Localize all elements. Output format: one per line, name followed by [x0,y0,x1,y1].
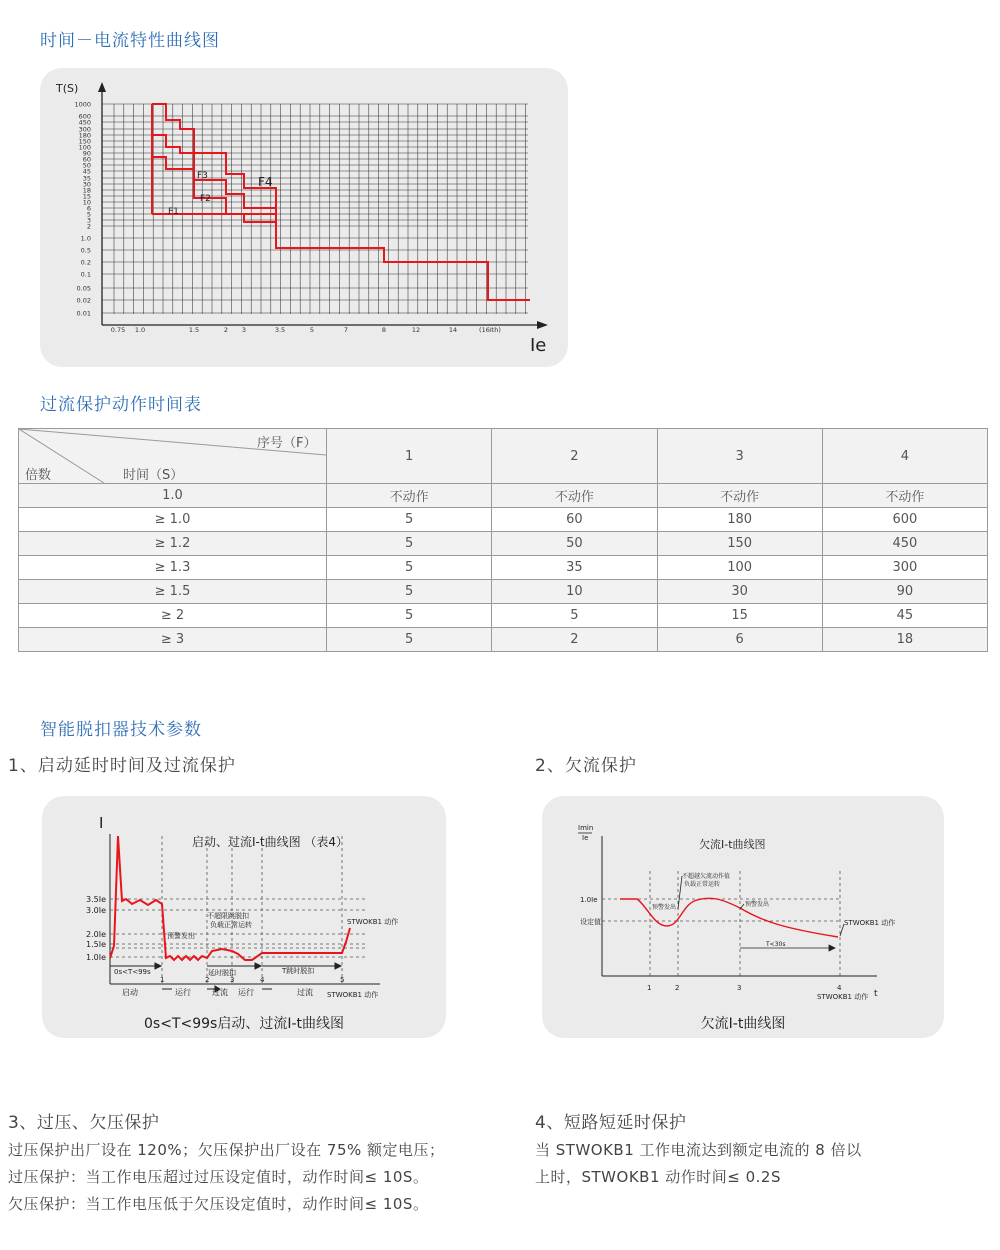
table-cell: 不动作 [822,484,987,508]
table-cell: 不动作 [327,484,492,508]
table-col-header: 2 [492,429,657,484]
table-cell: 不动作 [657,484,822,508]
t-limit-label: T<30s [766,941,786,948]
device-label: STWOKB1 动作 [347,918,399,926]
table-cell-multiple: ≥ 1.2 [19,532,327,556]
table-cell: 5 [327,604,492,628]
x-tick-label: 3 [241,326,247,334]
level-label: 设定值 [580,918,601,926]
x-tick-label: 1.0 [134,326,146,334]
table-cell: 5 [327,508,492,532]
curve-label: F2 [200,194,211,204]
trip-delay-label: 延时脱扣 [208,969,236,977]
table-cell: 6 [657,628,822,652]
y-tick-label: 150 [78,137,91,146]
table-cell: 18 [822,628,987,652]
section-title-table: 过流保护动作时间表 [40,395,202,415]
x-mark: 1 [647,984,652,992]
item2-title: 2、欠流保护 [535,756,637,776]
y-tick-label: 6 [86,204,91,213]
y-tick-label: 60 [82,155,91,164]
undercurrent-panel [542,796,944,1038]
no-exceed-label: 不超越欠流动作值 [682,873,731,880]
phase-label: 过流 [212,988,228,997]
x-tick-label: 1.5 [188,326,200,334]
table-cell: 150 [657,532,822,556]
x-axis-label: Ie [530,335,547,356]
level-label: 1.0Ie [580,896,598,904]
x-axis-arrow [537,321,548,329]
level-label: 2.0Ie [86,930,107,939]
table-row [19,604,988,628]
load-continue-label: 负载正常运转 [684,881,721,888]
item3-line: 过压保护出厂设在 120%；欠压保护出厂设在 75% 额定电压； [8,1141,445,1159]
item1-title: 1、启动延时时间及过流保护 [8,756,236,776]
table-cell: 5 [327,556,492,580]
y-tick-label: 3 [86,216,91,225]
section-title-params: 智能脱扣器技术参数 [40,720,202,740]
phase-label: 运行 [238,988,254,997]
y-tick-label: 10 [82,198,91,207]
y-tick-label: 0.05 [76,284,91,293]
table-cell: 10 [492,580,657,604]
table-cell: 30 [657,580,822,604]
corner-label-serial: 序号（F） [257,436,317,451]
y-tick-label: 2 [86,222,91,231]
level-lines [110,836,367,984]
device-label: STWOKB1 动作 [844,919,896,927]
x-mark: 3 [230,976,235,984]
current-curve [110,836,350,960]
level-lines [602,871,842,976]
table-row [19,628,988,652]
table-cell: 5 [492,604,657,628]
phase-label: 运行 [175,988,191,997]
x-mark: 2 [205,976,210,984]
undercurrent-chart [542,796,944,1006]
item3-title: 3、过压、欠压保护 [8,1113,160,1133]
table-cell: 35 [492,556,657,580]
table-cell: 不动作 [492,484,657,508]
curve-label: F4 [258,175,273,189]
table-cell: 300 [822,556,987,580]
phase-label: 过流 [297,988,313,997]
level-label: 3.0Ie [86,906,107,915]
y-tick-label: 90 [82,149,91,158]
curve-chart-panel [40,68,568,367]
chart-y-label: I [99,814,104,832]
item4-block [535,1110,975,1191]
chart-title: 欠流I-t曲线图 [699,838,766,851]
phase-label: 启动 [122,988,138,997]
y-tick-label: 30 [82,180,91,189]
table-row [19,556,988,580]
item4-line: 当 STWOKB1 工作电流达到额定电流的 8 倍以 [535,1141,862,1159]
level-label: 1.0Ie [86,953,107,962]
table-cell: 90 [822,580,987,604]
y-tick-label: 5 [86,210,91,219]
table-col-header: 1 [327,429,492,484]
y-label-bottom: Ie [582,834,589,842]
y-tick-label: 1000 [74,100,91,109]
table-row [19,580,988,604]
startup-overcurrent-panel [42,796,446,1038]
y-tick-label: 45 [82,167,91,176]
start-range-label: 0s<T<99s [114,968,151,976]
y-tick-label: 0.02 [76,296,91,305]
table-row [19,532,988,556]
table-header-row [19,429,988,484]
table-cell-multiple: ≥ 1.0 [19,508,327,532]
x-mark: 1 [160,976,165,984]
t-trip-label: T跳时脱扣 [282,967,315,975]
y-tick-label: 18 [82,186,91,195]
y-tick-label: 35 [82,174,91,183]
table-cell: 5 [327,628,492,652]
x-tick-label: 0.75 [110,326,126,334]
panel-caption: 0s<T<99s启动、过流I-t曲线图 [144,1016,344,1032]
warn-label: 预警发出 [745,901,770,908]
x-tick-label: 2 [223,326,229,334]
table-col-header: 4 [822,429,987,484]
table-cell: 15 [657,604,822,628]
time-current-curve-chart [40,68,568,367]
y-tick-label: 0.5 [80,246,91,255]
curve-label: F3 [197,171,208,181]
table-cell: 5 [327,580,492,604]
y-tick-label: 0.01 [76,309,91,318]
x-tick-label: (16Ith) [479,326,501,334]
y-tick-label: 300 [78,125,91,134]
corner-label-multiple: 倍数 [25,468,52,483]
corner-label-time: 时间（S） [123,468,184,483]
table-cell: 100 [657,556,822,580]
item3-line: 欠压保护：当工作电压低于欠压设定值时，动作时间≤ 10S。 [8,1195,429,1213]
x-mark: 2 [675,984,680,992]
level-label: 1.5Ie [86,940,107,949]
y-tick-label: 600 [78,112,91,121]
table-row [19,484,988,508]
warn-label: 预警发出 [652,904,677,911]
warn-label: 预警发出 [167,932,195,940]
table-corner-cell [19,429,327,484]
device-bottom-label: STWOKB1 动作 [327,991,379,999]
table-cell: 5 [327,532,492,556]
y-tick-label: 15 [82,192,91,201]
y-axis-arrow [98,82,106,92]
level-label: 3.5Ie [86,895,107,904]
y-tick-label: 450 [78,118,91,127]
x-mark: 3 [737,984,742,992]
table-row [19,508,988,532]
chart-title: 启动、过流I-t曲线图 （表4） [192,835,349,849]
table-cell-multiple: 1.0 [19,484,327,508]
y-label-top: Imin [578,824,594,832]
y-tick-label: 100 [78,143,91,152]
x-tick-label: 12 [411,326,421,334]
x-tick-label: 8 [381,326,387,334]
x-tick-label: 3.5 [274,326,286,334]
startup-overcurrent-chart [42,796,446,1006]
table-cell-multiple: ≥ 3 [19,628,327,652]
table-cell-multiple: ≥ 1.3 [19,556,327,580]
item4-title: 4、短路短延时保护 [535,1113,687,1133]
x-tick-label: 7 [343,326,349,334]
y-tick-label: 0.1 [80,270,91,279]
x-axis-label: t [874,989,878,999]
y-tick-label: 50 [82,161,91,170]
table-cell-multiple: ≥ 1.5 [19,580,327,604]
x-tick-label: 5 [309,326,315,334]
device-bottom-label: STWOKB1 动作 [817,993,869,1001]
table-cell: 600 [822,508,987,532]
y-tick-label: 180 [78,131,91,140]
table-col-header: 3 [657,429,822,484]
table-cell: 60 [492,508,657,532]
item4-line: 上时，STWOKB1 动作时间≤ 0.2S [535,1168,781,1186]
item3-block [8,1110,528,1218]
table-cell: 50 [492,532,657,556]
no-exceed-label: 不超限跳脱扣 [207,912,249,920]
x-mark: 4 [837,984,842,992]
load-continue-label: 负载正常运转 [210,921,252,929]
table-cell: 2 [492,628,657,652]
x-mark: 5 [340,976,345,984]
curve-label: F1 [168,207,179,217]
x-tick-label: 14 [448,326,458,334]
table-cell: 450 [822,532,987,556]
section-title-curve: 时间－电流特性曲线图 [40,31,220,51]
y-tick-label: 1.0 [80,234,91,243]
item3-line: 过压保护：当工作电压超过过压设定值时，动作时间≤ 10S。 [8,1168,429,1186]
panel-caption: 欠流I-t曲线图 [700,1016,786,1032]
y-axis-label: T(S) [56,82,79,95]
table-cell: 45 [822,604,987,628]
x-mark: 4 [260,976,265,984]
table-cell: 180 [657,508,822,532]
y-tick-label: 0.2 [80,258,91,267]
table-cell-multiple: ≥ 2 [19,604,327,628]
overcurrent-time-table [18,428,988,652]
